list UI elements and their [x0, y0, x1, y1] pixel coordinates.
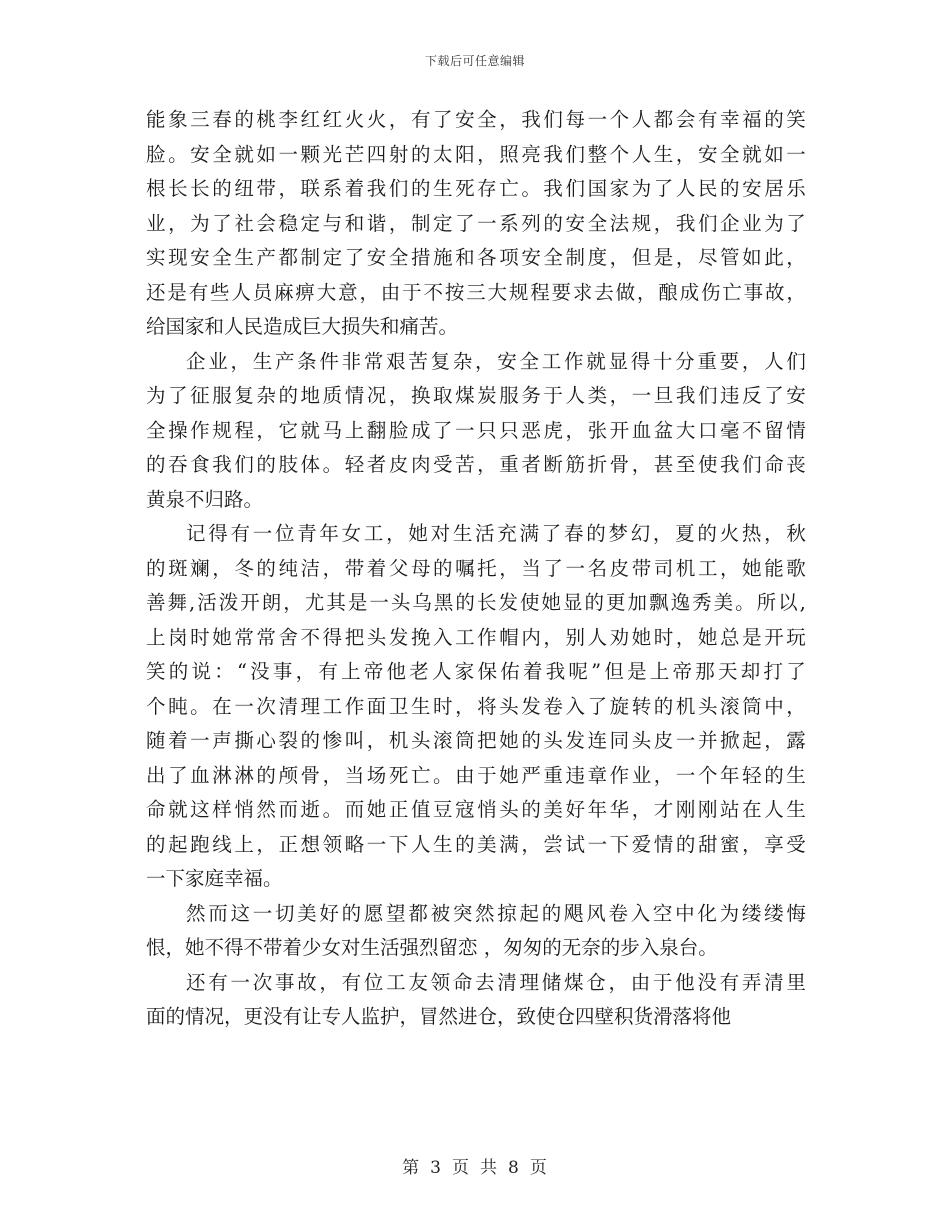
text-line: 上 岗 时 她 常 常 舍 不 得 把 头 发 挽 入 工 作 帽 内 ， 别 人 劝 她 时 ， 她 总 是 开 玩	[146, 625, 806, 649]
total-pages-prefix: 共	[480, 1158, 498, 1178]
text-line: 为 了 征 服 复 杂 的 地 质 情 况 ， 换 取 煤 炭 服 务 于 人 类 ， 一 旦 我 们 违 反 了 安	[146, 384, 806, 407]
document-body	[146, 103, 806, 1035]
text-line: 恨，她不得不带着少女对生活强烈留恋 ，匆匆的无奈的步入泉台。	[146, 936, 718, 959]
text-line: 个 盹 。 在 一 次 清 理 工 作 面 卫 生 时 ， 将 头 发 卷 入 了 旋 转 的 机 头 滚 筒 中 ，	[146, 694, 806, 718]
text-line: 笑 的 说 ： “ 没 事 ， 有 上 帝 他 老 人 家 保 佑 着 我 呢 ” 但 是 上 帝 那 天 却 打 了	[146, 660, 806, 683]
text-line: 善 舞 , 活 泼 开 朗 ， 尤 其 是 一 头 乌 黑 的 长 发 使 她 显 的 更 加 飘 逸 秀 美 。 所 以 ,	[146, 591, 806, 614]
total-pages-label: 页	[529, 1158, 548, 1178]
paragraph	[146, 966, 806, 1035]
text-line: 能 象 三 春 的 桃 李 红 红 火 火 ， 有 了 安 全 ， 我 们 每 一 个 人 都 会 有 幸 福 的 笑	[146, 108, 806, 131]
text-line: 面的情况，更没有让专人监护，冒然进仓，致使仓四壁积货滑落将他	[146, 1005, 732, 1028]
text-line: 黄泉不归路。	[146, 487, 264, 511]
text-line: 根 长 长 的 纽 带 ， 联 系 着 我 们 的 生 死 存 亡 。 我 们 国 家 为 了 人 民 的 安 居 乐	[146, 177, 806, 200]
text-line: 的 吞 食 我 们 的 肢 体 。 轻 者 皮 肉 受 苦 ， 重 者 断 筋 折 骨 ， 甚 至 使 我 们 命 丧	[146, 453, 806, 476]
paragraph	[146, 897, 806, 966]
text-line: 还 是 有 些 人 员 麻 痹 大 意 ， 由 于 不 按 三 大 规 程 要 求 去 做 ， 酿 成 伤 亡 事 故 ，	[146, 280, 806, 304]
text-line: 企 业 ， 生 产 条 件 非 常 艰 苦 复 杂 ， 安 全 工 作 就 显 得 十 分 重 要 ， 人 们	[186, 349, 806, 373]
text-line: 脸 。 安 全 就 如 一 颗 光 芒 四 射 的 太 阳 ， 照 亮 我 们 整 个 人 生 ， 安 全 就 如 一	[146, 142, 806, 166]
text-line: 记 得 有 一 位 青 年 女 工 ， 她 对 生 活 充 满 了 春 的 梦 幻 ， 夏 的 火 热 ， 秋	[186, 522, 806, 545]
page-header: 下载后可任意编辑	[424, 54, 525, 68]
text-line: 全 操 作 规 程 ， 它 就 马 上 翻 脸 成 了 一 只 只 恶 虎 ， 张 开 血 盆 大 口 毫 不 留 情	[146, 418, 806, 442]
text-line: 业 ， 为 了 社 会 稳 定 与 和 谐 ， 制 定 了 一 系 列 的 安 全 法 规 ， 我 们 企 业 为 了	[146, 211, 806, 235]
text-line: 的 斑 斓 ， 冬 的 纯 洁 ， 带 着 父 母 的 嘱 托 ， 当 了 一 名 皮 带 司 机 工 ， 她 能 歌	[146, 556, 806, 580]
paragraph	[146, 103, 806, 345]
paragraph	[146, 517, 806, 897]
current-page-number: 3	[430, 1158, 442, 1178]
text-line: 然 而 这 一 切 美 好 的 愿 望 都 被 突 然 掠 起 的 飓 风 卷 入 空 中 化 为 缕 缕 悔	[186, 901, 806, 925]
text-line: 还 有 一 次 事 故 ， 有 位 工 友 领 命 去 清 理 储 煤 仓 ， 由 于 他 没 有 弄 清 里	[186, 970, 806, 994]
text-line: 一下家庭幸福。	[146, 867, 283, 890]
page-number-prefix: 第	[402, 1158, 421, 1178]
total-pages-number: 8	[508, 1158, 520, 1178]
text-line: 实 现 安 全 生 产 都 制 定 了 安 全 措 施 和 各 项 安 全 制 度 ， 但 是 ， 尽 管 如 此 ，	[146, 246, 806, 269]
paragraph	[146, 345, 806, 518]
text-line: 随 着 一 声 撕 心 裂 的 惨 叫 ， 机 头 滚 筒 把 她 的 头 发 连 同 头 皮 一 并 掀 起 ， 露	[146, 729, 806, 752]
text-line: 命 就 这 样 悄 然 而 逝 。 而 她 正 值 豆 寇 悄 头 的 美 好 年 华 ， 才 刚 刚 站 在 人 生	[146, 798, 806, 821]
text-line: 出 了 血 淋 淋 的 颅 骨 ， 当 场 死 亡 。 由 于 她 严 重 违 章 作 业 ， 一 个 年 轻 的 生	[146, 763, 806, 787]
page-footer	[0, 1153, 950, 1178]
page-label: 页	[452, 1158, 470, 1178]
text-line: 的 起 跑 线 上 ， 正 想 领 略 一 下 人 生 的 美 满 ， 尝 试 一 下 爱 情 的 甜 蜜 ， 享 受	[146, 832, 806, 856]
text-line: 给国家和人民造成巨大损失和痛苦。	[146, 315, 459, 338]
